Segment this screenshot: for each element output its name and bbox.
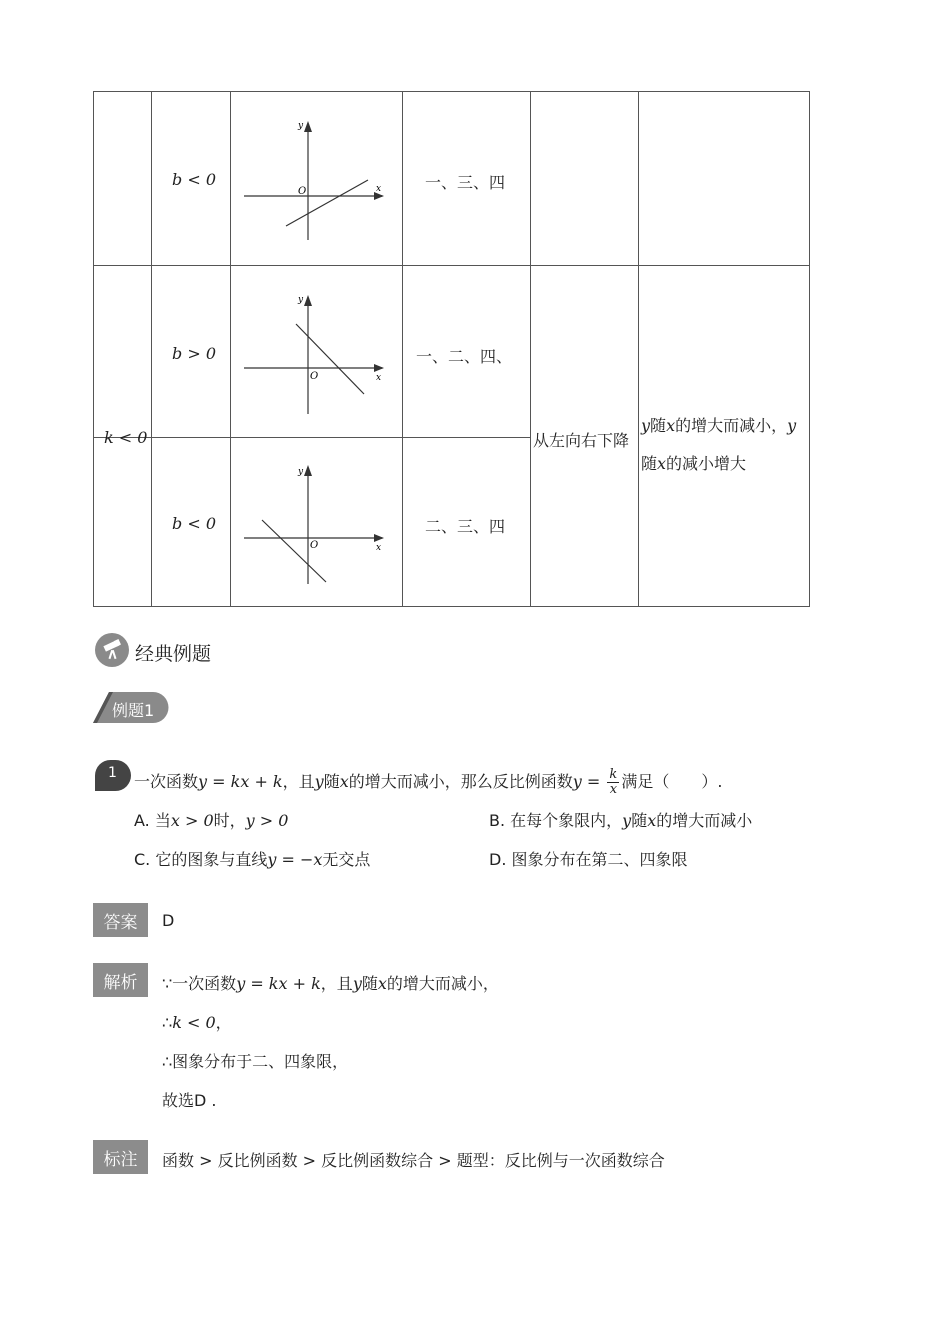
analysis-tag: 解析 — [93, 963, 148, 997]
axis-x-label: x — [376, 373, 382, 383]
section-title: 经典例题 — [135, 643, 212, 665]
direction-text: 从左向右下降 — [533, 431, 630, 450]
option-d[interactable]: D. 图象分布在第二、四象限 — [489, 850, 688, 869]
fraction: $\frac{k}{x}$ — [607, 768, 619, 797]
axis-x-label: x — [376, 184, 382, 194]
graph-row1 — [240, 118, 390, 244]
option-a[interactable]: A. 当x > 0时，y > 0 — [134, 811, 289, 830]
axis-y-label: y — [298, 467, 304, 477]
origin-label: O — [310, 371, 319, 382]
axis-x-label: x — [376, 543, 382, 553]
origin-label: O — [298, 186, 307, 197]
answer-value: D — [162, 911, 175, 930]
k-condition: k < 0 — [104, 428, 148, 447]
analysis-line-4: 故选D . — [162, 1091, 217, 1110]
graph-row2 — [240, 292, 390, 418]
analysis-line-2: ∴k < 0， — [162, 1013, 232, 1032]
quadrants-row3: 二、三、四 — [425, 517, 506, 536]
quadrants-row1: 一、三、四 — [425, 173, 506, 192]
example-label: 例题1 — [93, 692, 169, 723]
b-condition-row2: b > 0 — [172, 344, 216, 363]
analysis-line-1: ∵一次函数y = kx + k，且y随x的增大而减小， — [162, 974, 499, 993]
tags-path[interactable]: 函数 > 反比例函数 > 反比例函数综合 > 题型：反比例与一次函数综合 — [162, 1151, 665, 1170]
axis-y-label: y — [298, 121, 304, 131]
option-b[interactable]: B. 在每个象限内，y随x的增大而减小 — [489, 811, 753, 830]
b-condition-row3: b < 0 — [172, 514, 216, 533]
tags-tag: 标注 — [93, 1140, 148, 1174]
b-condition-row1: b < 0 — [172, 170, 216, 189]
property-text: y随x的增大而减小，y 随x的减小增大 — [641, 416, 797, 473]
answer-tag: 答案 — [93, 903, 148, 937]
analysis-line-3: ∴图象分布于二、四象限， — [162, 1052, 349, 1071]
telescope-icon — [95, 633, 129, 667]
question-number-badge: 1 — [95, 760, 131, 791]
axis-y-label: y — [298, 295, 304, 305]
graph-row3 — [240, 462, 390, 588]
question-stem: 一次函数y = kx + k，且y随x的增大而减小，那么反比例函数y = $\frac{k}{x}$ 满足（ ）. — [134, 767, 723, 797]
origin-label: O — [310, 540, 319, 551]
option-c[interactable]: C. 它的图象与直线y = −x无交点 — [134, 850, 371, 869]
quadrants-row2: 一、二、四、 — [416, 347, 513, 366]
